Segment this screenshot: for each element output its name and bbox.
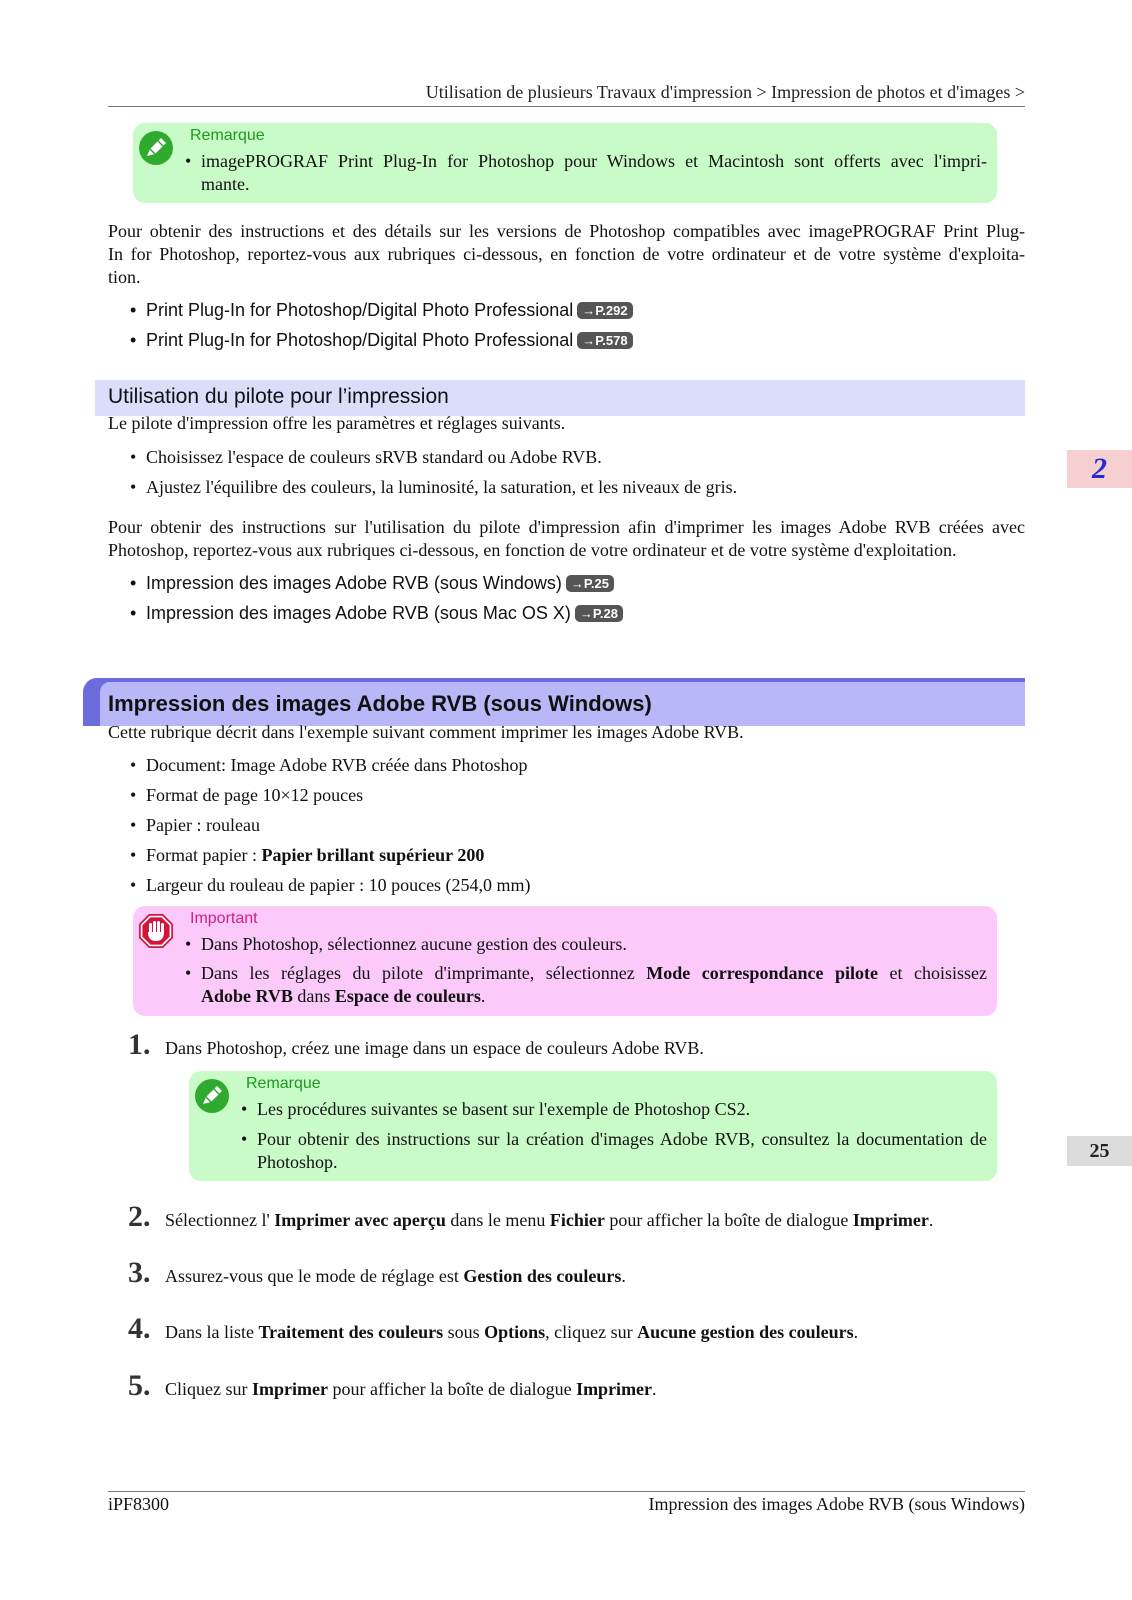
header-divider bbox=[108, 106, 1025, 107]
pencil-note-icon bbox=[194, 1078, 230, 1114]
note-item: • Pour obtenir des instructions sur la création d'images Adobe RVB, consultez la documentation de Photoshop. bbox=[241, 1129, 987, 1172]
step-number: 2. bbox=[128, 1200, 151, 1233]
footer-model: iPF8300 bbox=[108, 1494, 170, 1514]
step-number: 5. bbox=[128, 1369, 151, 1402]
step-text: Dans la liste Traitement des couleurs sous Options, cliquez sur Aucune gestion des couleurs. bbox=[165, 1322, 859, 1342]
breadcrumb: Utilisation de plusieurs Travaux d'impression > Impression de photos et d'images > bbox=[425, 82, 1025, 102]
list-item: • Format papier : Papier brillant supérieur 200 bbox=[130, 845, 485, 865]
step-text: Cliquez sur Imprimer pour afficher la boîte de dialogue Imprimer. bbox=[165, 1379, 657, 1399]
list-item: • Print Plug-In for Photoshop/Digital Photo Professional →P.292 bbox=[130, 299, 633, 322]
list-item: • Print Plug-In for Photoshop/Digital Photo Professional →P.578 bbox=[130, 329, 633, 352]
subsection-heading: Utilisation du pilote pour l’impression bbox=[108, 385, 449, 408]
page-reference-link[interactable]: →P.578 bbox=[577, 332, 632, 349]
chapter-tab[interactable] bbox=[1067, 450, 1132, 488]
step-text: Sélectionnez l' Imprimer avec aperçu dans le menu Fichier pour afficher la boîte de dialogue Imprimer. bbox=[165, 1210, 934, 1230]
list-item: • Impression des images Adobe RVB (sous Mac OS X) →P.28 bbox=[130, 602, 623, 625]
section-lead: Le pilote d'impression offre les paramètres et réglages suivants. bbox=[108, 413, 566, 433]
list-item: • Choisissez l'espace de couleurs sRVB standard ou Adobe RVB. bbox=[130, 447, 602, 467]
step-number: 3. bbox=[128, 1256, 151, 1289]
link-label[interactable]: Impression des images Adobe RVB (sous Windows) bbox=[146, 573, 562, 593]
list-item: • Ajustez l'équilibre des couleurs, la luminosité, la saturation, et les niveaux de gris. bbox=[130, 477, 738, 497]
link-label[interactable]: Impression des images Adobe RVB (sous Mac OS X) bbox=[146, 603, 571, 623]
list-item: • Format de page 10×12 pouces bbox=[130, 785, 364, 805]
important-callout bbox=[133, 906, 997, 1016]
section-heading: Impression des images Adobe RVB (sous Windows) bbox=[108, 691, 652, 716]
step-text: Assurez-vous que le mode de réglage est Gestion des couleurs. bbox=[165, 1266, 626, 1286]
list-item: • Largeur du rouleau de papier : 10 pouces (254,0 mm) bbox=[130, 875, 531, 895]
link-label[interactable]: Print Plug-In for Photoshop/Digital Photo Professional bbox=[146, 330, 574, 350]
driver-paragraph: Pour obtenir des instructions sur l'utilisation du pilote d'impression afin d'imprimer les images Adobe RVB créées avec Photoshop, reportez-vous aux rubriques ci-dessous, en fonction de votre ordinateur et de votre système d'exploitation. bbox=[108, 517, 1025, 560]
chapter-number: 2 bbox=[1092, 452, 1107, 485]
important-item: • Dans Photoshop, sélectionnez aucune gestion des couleurs. bbox=[185, 934, 627, 954]
note-callout bbox=[189, 1071, 997, 1181]
note-title: Remarque bbox=[246, 1075, 321, 1092]
page-reference-link[interactable]: →P.28 bbox=[575, 605, 623, 622]
note-item: • Les procédures suivantes se basent sur l'exemple de Photoshop CS2. bbox=[241, 1099, 751, 1119]
page-number: 25 bbox=[1089, 1140, 1110, 1162]
page-number-tab bbox=[1067, 1136, 1132, 1166]
pencil-note-icon bbox=[138, 130, 174, 166]
stop-hand-icon bbox=[138, 913, 174, 949]
important-title: Important bbox=[190, 910, 258, 927]
note-item: • imagePROGRAF Print Plug-In for Photoshop pour Windows et Macintosh sont offerts avec l'impri- mante. bbox=[185, 151, 987, 194]
list-item: • Papier : rouleau bbox=[130, 815, 260, 835]
step-number: 1. bbox=[128, 1028, 151, 1061]
list-item: • Impression des images Adobe RVB (sous Windows) →P.25 bbox=[130, 572, 614, 595]
list-item: • Document: Image Adobe RVB créée dans Photoshop bbox=[130, 755, 528, 775]
footer-section-title: Impression des images Adobe RVB (sous Windows) bbox=[648, 1494, 1025, 1514]
step-text: Dans Photoshop, créez une image dans un espace de couleurs Adobe RVB. bbox=[165, 1038, 704, 1058]
intro-paragraph: Pour obtenir des instructions et des détails sur les versions de Photoshop compatibles avec imagePROGRAF Print Plug- In for Photoshop, reportez-vous aux rubriques ci-dessous, en fonction de votre ordinateur et de votre système d'exploita- tion. bbox=[108, 221, 1025, 287]
section-lead: Cette rubrique décrit dans l'exemple suivant comment imprimer les images Adobe RVB. bbox=[108, 722, 744, 742]
note-callout bbox=[133, 123, 997, 203]
link-label[interactable]: Print Plug-In for Photoshop/Digital Photo Professional bbox=[146, 300, 574, 320]
step-number: 4. bbox=[128, 1312, 151, 1345]
page-reference-link[interactable]: →P.25 bbox=[566, 575, 614, 592]
note-title: Remarque bbox=[190, 127, 265, 144]
page-reference-link[interactable]: →P.292 bbox=[577, 302, 632, 319]
footer-divider bbox=[108, 1491, 1025, 1492]
important-item: • Dans les réglages du pilote d'imprimante, sélectionnez Mode correspondance pilote et choisissez Adobe RVB dans Espace de couleurs. bbox=[185, 963, 987, 1006]
